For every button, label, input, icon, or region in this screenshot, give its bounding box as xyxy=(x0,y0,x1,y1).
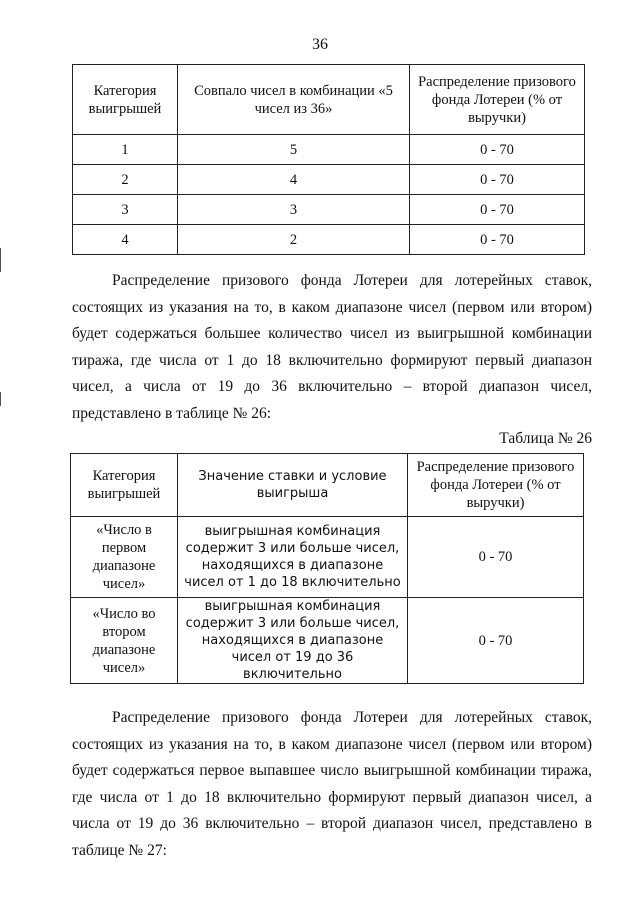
table-cell: 0 - 70 xyxy=(408,598,584,684)
header-cell-category: Категория выигрышей xyxy=(71,454,178,517)
table-cell: 3 xyxy=(178,195,410,225)
table-row xyxy=(73,195,585,225)
prize-distribution-table-5-of-36 xyxy=(72,64,585,255)
table-cell: 4 xyxy=(178,165,410,195)
table-cell: «Число во втором диапазоне чисел» xyxy=(71,598,178,684)
table-cell: 0 - 70 xyxy=(410,135,585,165)
header-cell-bet-condition: Значение ставки и условие выигрыша xyxy=(178,454,408,517)
table-cell: 3 xyxy=(73,195,178,225)
table-row xyxy=(73,135,585,165)
table-caption-26: Таблица № 26 xyxy=(499,430,592,447)
table-row xyxy=(73,225,585,255)
table-cell: 4 xyxy=(73,225,178,255)
table-cell: 2 xyxy=(73,165,178,195)
table-cell: 2 xyxy=(178,225,410,255)
paragraph-range-majority: Распределение призового фонда Лотереи для лотерейных ставок, состоящих из указания на то, в каком диапазоне чисел (первом или втором) будет содержаться большее количество чисел из выигрышной комбинации тиража, где числа от 1 до 18 включительно формируют первый диапазон чисел, а числа от 19 до 36 включительно – второй диапазон чисел, представлено в таблице № 26: xyxy=(72,272,592,422)
table-cell: выигрышная комбинация содержит 3 или больше чисел, находящихся в диапазоне чисел от 19 до 36 включительно xyxy=(178,598,408,684)
prize-distribution-table-26 xyxy=(70,453,584,684)
table-cell: 0 - 70 xyxy=(408,517,584,598)
table-cell: 0 - 70 xyxy=(410,195,585,225)
header-cell-category: Категория выигрышей xyxy=(73,65,178,135)
header-cell-matched-numbers: Совпало чисел в комбинации «5 чисел из 36» xyxy=(178,65,410,135)
margin-mark xyxy=(0,392,1,406)
table-row xyxy=(73,165,585,195)
table-header-row xyxy=(73,65,585,135)
page-number: 36 xyxy=(312,36,328,53)
table-cell: выигрышная комбинация содержит 3 или больше чисел, находящихся в диапазоне чисел от 1 до 18 включительно xyxy=(178,517,408,598)
table-header-row xyxy=(71,454,584,517)
paragraph-first-drawn-number: Распределение призового фонда Лотереи для лотерейных ставок, состоящих из указания на то, в каком диапазоне чисел (первом или втором) будет содержаться первое выпавшее число выигрышной комбинации тиража, где числа от 1 до 18 включительно формируют первый диапазон чисел, а числа от 19 до 36 включительно – второй диапазон чисел, представлено в таблице № 27: xyxy=(72,709,592,859)
margin-mark xyxy=(0,248,1,272)
table-row xyxy=(71,517,584,598)
table-cell: 0 - 70 xyxy=(410,225,585,255)
table-row xyxy=(71,598,584,684)
table-cell: 5 xyxy=(178,135,410,165)
table-cell: 1 xyxy=(73,135,178,165)
table-cell: «Число в первом диапазоне чисел» xyxy=(71,517,178,598)
table-cell: 0 - 70 xyxy=(410,165,585,195)
header-cell-prize-fund: Распределение призового фонда Лотереи (% от выручки) xyxy=(410,65,585,135)
header-cell-prize-fund: Распределение призового фонда Лотереи (% от выручки) xyxy=(408,454,584,517)
